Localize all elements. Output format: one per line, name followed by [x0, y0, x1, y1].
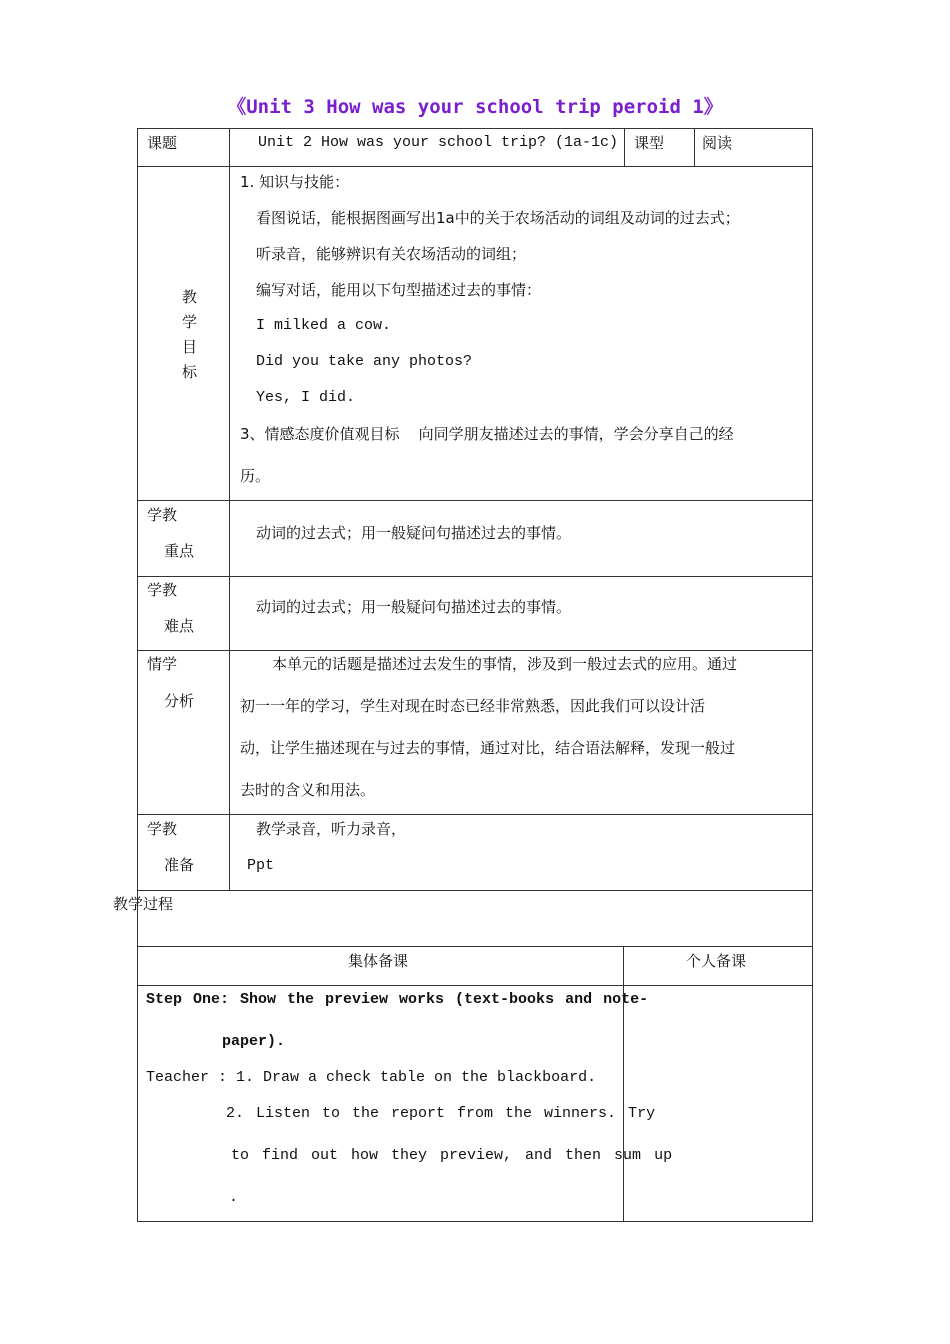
teacher-line: Teacher : 1. Draw a check table on the blackboard.	[146, 1069, 597, 1086]
analysis-line: 去时的含义和用法。	[240, 781, 376, 799]
analysis-label: 分析	[164, 692, 195, 710]
document-title: 《Unit 3 How was your school trip peroid 1》	[227, 96, 723, 118]
objective-line: 1. 知识与技能：	[240, 173, 350, 191]
objective-line: 听录音，能够辨识有关农场活动的词组；	[256, 245, 527, 263]
preparation-label: 学教	[147, 820, 178, 838]
objective-line: Did you take any photos?	[256, 353, 473, 370]
objectives-label-char: 学	[182, 313, 198, 331]
type-value: 阅读	[702, 134, 733, 152]
analysis-label: 情学	[147, 655, 178, 673]
objective-line: 历。	[240, 467, 271, 485]
objective-line: I milked a cow.	[256, 317, 392, 334]
topic-value: Unit 2 How was your school trip? (1a-1c)	[258, 134, 619, 151]
preparation-label: 准备	[164, 856, 195, 874]
objective-line: 3、情感态度价值观目标 向同学朋友描述过去的事情，学会分享自己的经	[240, 425, 734, 443]
objective-line: 看图说话，能根据图画写出1a中的关于农场活动的词组及动词的过去式；	[256, 209, 740, 227]
topic-label: 课题	[147, 134, 178, 152]
objective-line: 编写对话，能用以下句型描述过去的事情：	[256, 281, 542, 299]
teacher-line: .	[229, 1189, 239, 1206]
difficulties-label: 难点	[164, 617, 195, 635]
personal-column-header: 个人备课	[686, 952, 747, 970]
key-points-label: 重点	[164, 542, 195, 560]
preparation-line: 教学录音，听力录音，	[256, 820, 407, 838]
step-heading: Step One: Show the preview works (text-books and note-	[146, 991, 649, 1008]
objectives-label-char: 标	[182, 363, 198, 381]
analysis-line: 本单元的话题是描述过去发生的事情，涉及到一般过去式的应用。通过	[272, 655, 738, 673]
difficulties-label: 学教	[147, 581, 178, 599]
type-label: 课型	[634, 134, 665, 152]
objectives-label-char: 目	[182, 338, 198, 356]
difficulties-text: 动词的过去式；用一般疑问句描述过去的事情。	[256, 598, 572, 616]
analysis-line: 初一一年的学习，学生对现在时态已经非常熟悉，因此我们可以设计活	[240, 697, 706, 715]
key-points-text: 动词的过去式；用一般疑问句描述过去的事情。	[256, 524, 572, 542]
preparation-line: Ppt	[247, 857, 275, 874]
step-heading: paper).	[222, 1033, 286, 1050]
collective-column-header: 集体备课	[348, 952, 409, 970]
teacher-line: 2. Listen to the report from the winners. Try	[226, 1105, 656, 1122]
analysis-line: 动，让学生描述现在与过去的事情，通过对比，结合语法解释，发现一般过	[240, 739, 736, 757]
teacher-line: to find out how they preview, and then sum up	[231, 1147, 673, 1164]
process-label: 教学过程	[113, 895, 174, 913]
key-points-label: 学教	[147, 506, 178, 524]
objectives-label-char: 教	[182, 288, 198, 306]
objective-line: Yes, I did.	[256, 389, 356, 406]
